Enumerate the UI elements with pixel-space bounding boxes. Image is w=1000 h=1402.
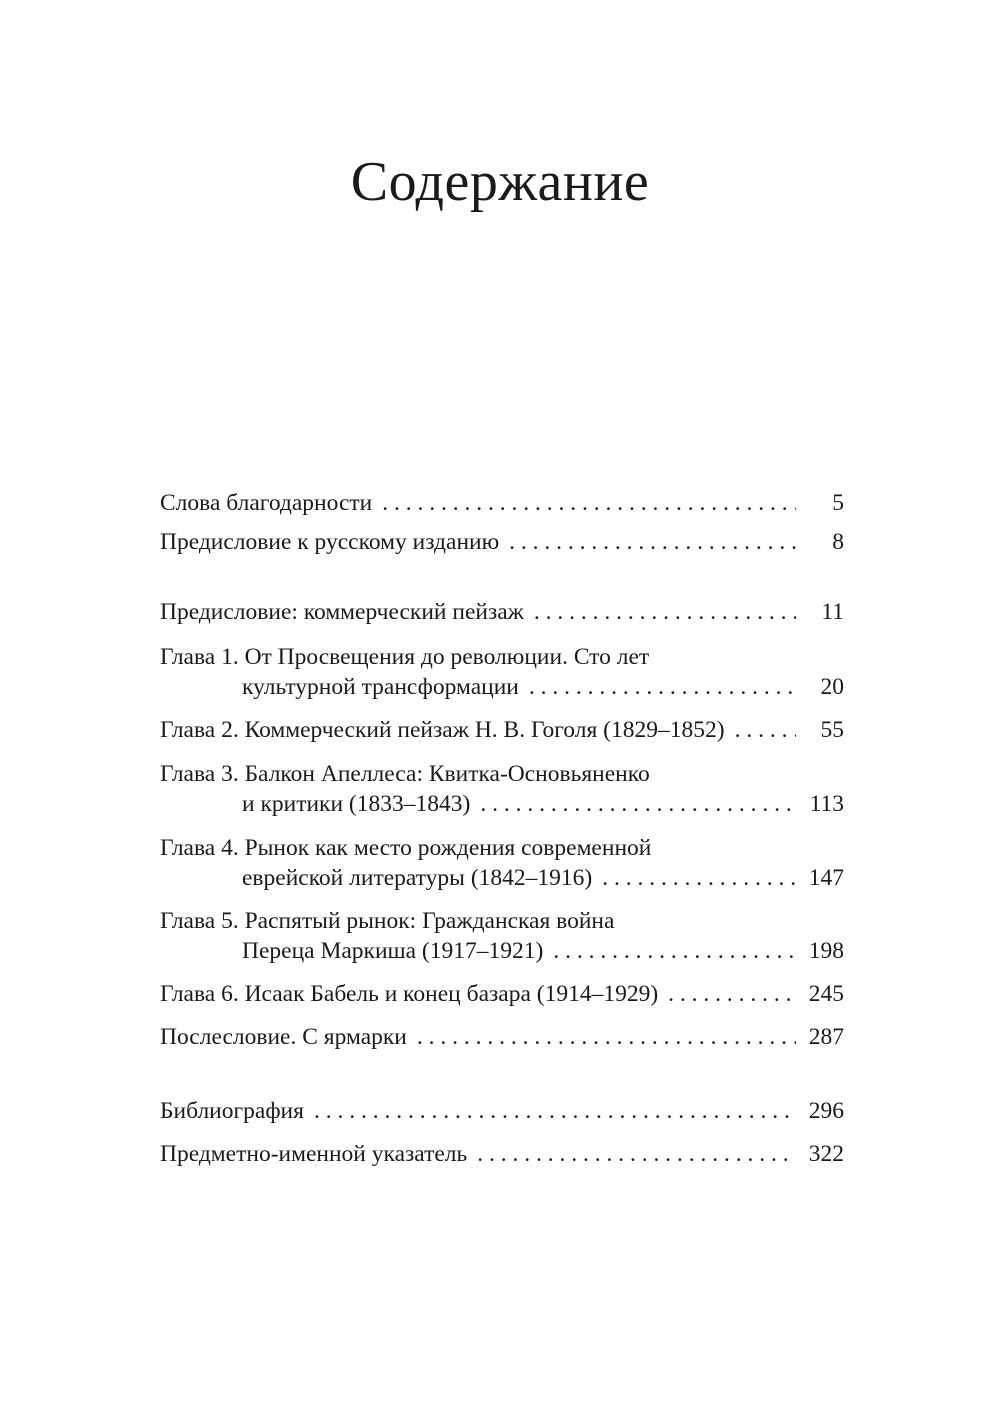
toc-entry-chapter-1[interactable] [160,642,844,702]
toc-entry-russian-preface[interactable] [160,527,844,557]
toc-page-number: 147 [808,865,844,891]
toc-entry-title: Глава 2. Коммерческий пейзаж Н. В. Гоголя (1829–1852) [160,717,725,743]
toc-page-number: 8 [832,529,844,555]
dot-leader [735,715,796,745]
dot-leader [477,1139,796,1169]
dot-leader [668,979,796,1009]
toc-page-number: 11 [821,599,844,625]
toc-page-number: 322 [808,1141,844,1167]
toc-entry-title: Предисловие к русскому изданию [160,529,500,555]
dot-leader [534,597,796,627]
toc-entry-title-line-2: и критики (1833–1843) [242,791,471,817]
toc-entry-title: Предисловие: коммерческий пейзаж [160,599,524,625]
dot-leader [480,789,796,819]
page-title: Содержание [350,151,650,213]
dot-leader [382,488,796,518]
toc-page-number: 55 [820,717,844,743]
toc-page-number: 20 [820,674,844,700]
toc-page-number: 5 [832,490,844,516]
dot-leader [529,672,796,702]
toc-page-number: 113 [809,791,844,817]
toc-entry-title-line-2: культурной трансформации [242,674,519,700]
toc-entry-acknowledgements[interactable] [160,488,844,518]
dot-leader [602,863,796,893]
toc-entry-bibliography[interactable] [160,1096,844,1126]
table-of-contents [160,0,844,1402]
toc-page-number: 198 [808,938,844,964]
toc-entry-title: Слова благодарности [160,490,373,516]
toc-entry-title-line-1: Глава 5. Распятый рынок: Гражданская война [160,908,615,934]
toc-entry-title: Библиография [160,1098,304,1124]
toc-entry-title-line-1: Глава 3. Балкон Апеллеса: Квитка-Основьяненко [160,761,650,787]
toc-entry-title-line-2: Переца Маркиша (1917–1921) [242,938,544,964]
toc-entry-preface[interactable] [160,597,844,627]
toc-entry-title: Глава 6. Исаак Бабель и конец базара (1914–1929) [160,981,659,1007]
toc-page-number: 287 [808,1024,844,1050]
toc-entry-title: Предметно-именной указатель [160,1141,468,1167]
toc-entry-title-line-1: Глава 1. От Просвещения до революции. Сто лет [160,644,650,670]
toc-entry-afterword[interactable] [160,1022,844,1052]
toc-entry-title-line-2: еврейской литературы (1842–1916) [242,865,593,891]
toc-entry-chapter-4[interactable] [160,833,844,893]
toc-entry-chapter-2[interactable] [160,715,844,745]
toc-entry-title: Послесловие. С ярмарки [160,1024,407,1050]
toc-entry-chapter-6[interactable] [160,979,844,1009]
toc-entry-title-line-1: Глава 4. Рынок как место рождения современной [160,835,652,861]
toc-entry-index[interactable] [160,1139,844,1169]
dot-leader [314,1096,796,1126]
toc-entry-chapter-3[interactable] [160,759,844,819]
dot-leader [553,936,796,966]
toc-entry-chapter-5[interactable] [160,906,844,966]
toc-page-number: 245 [808,981,844,1007]
toc-page-number: 296 [808,1098,844,1124]
dot-leader [509,527,796,557]
dot-leader [417,1022,796,1052]
